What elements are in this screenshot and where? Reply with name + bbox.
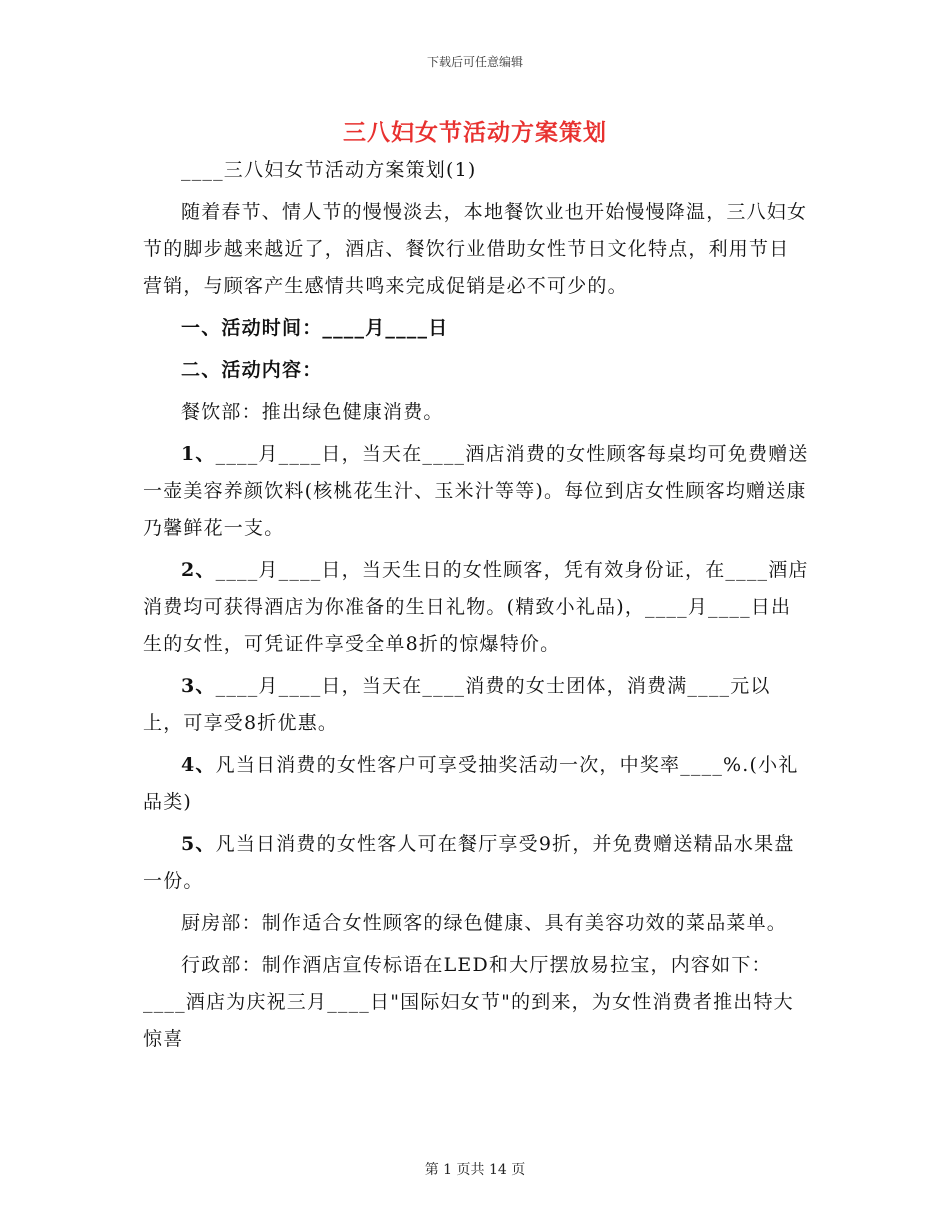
- paragraph-catering: 餐饮部：推出绿色健康消费。: [181, 401, 444, 423]
- header-note: 下载后可任意编辑: [426, 55, 523, 69]
- page-footer: 第 1 页共 14 页: [424, 1162, 526, 1178]
- list-item-1: 1、____月____日，当天在____酒店消费的女性顾客每桌均可免费赠送一壶美容养颜饮料(核桃花生汁、玉米汁等等)。每位到店女性顾客均赠送康乃馨鲜花一支。: [143, 443, 809, 539]
- list-item-5: 5、凡当日消费的女性客人可在餐厅享受9折，并免费赠送精品水果盘一份。: [143, 833, 795, 892]
- list-item-3: 3、____月____日，当天在____消费的女士团体，消费满____元以上，可享受8折优惠。: [143, 675, 771, 734]
- document-body: [143, 152, 809, 1058]
- paragraph-subtitle: ____三八妇女节活动方案策划(1): [181, 159, 477, 181]
- list-item-2: 2、____月____日，当天生日的女性顾客，凭有效身份证，在____酒店消费均可获得酒店为你准备的生日礼物。(精致小礼品)，____月____日出生的女性，可凭证件享受全单8折的惊爆特价。: [143, 559, 809, 655]
- paragraph-intro: 随着春节、情人节的慢慢淡去，本地餐饮业也开始慢慢降温，三八妇女节的脚步越来越近了，酒店、餐饮行业借助女性节日文化特点，利用节日营销，与顾客产生感情共鸣来完成促销是必不可少的。: [143, 201, 808, 297]
- section-heading-content: 二、活动内容：: [181, 359, 323, 381]
- list-item-4: 4、凡当日消费的女性客户可享受抽奖活动一次，中奖率____%.(小礼品类): [143, 754, 799, 813]
- document-title: 三八妇女节活动方案策划: [343, 120, 607, 146]
- section-heading-time: 一、活动时间：____月____日: [181, 317, 449, 339]
- paragraph-kitchen: 厨房部：制作适合女性顾客的绿色健康、具有美容功效的菜品菜单。: [181, 912, 788, 934]
- paragraph-admin: 行政部：制作酒店宣传标语在LED和大厅摆放易拉宝，内容如下：____酒店为庆祝三月____日"国际妇女节"的到来，为女性消费者推出特大惊喜: [143, 954, 794, 1050]
